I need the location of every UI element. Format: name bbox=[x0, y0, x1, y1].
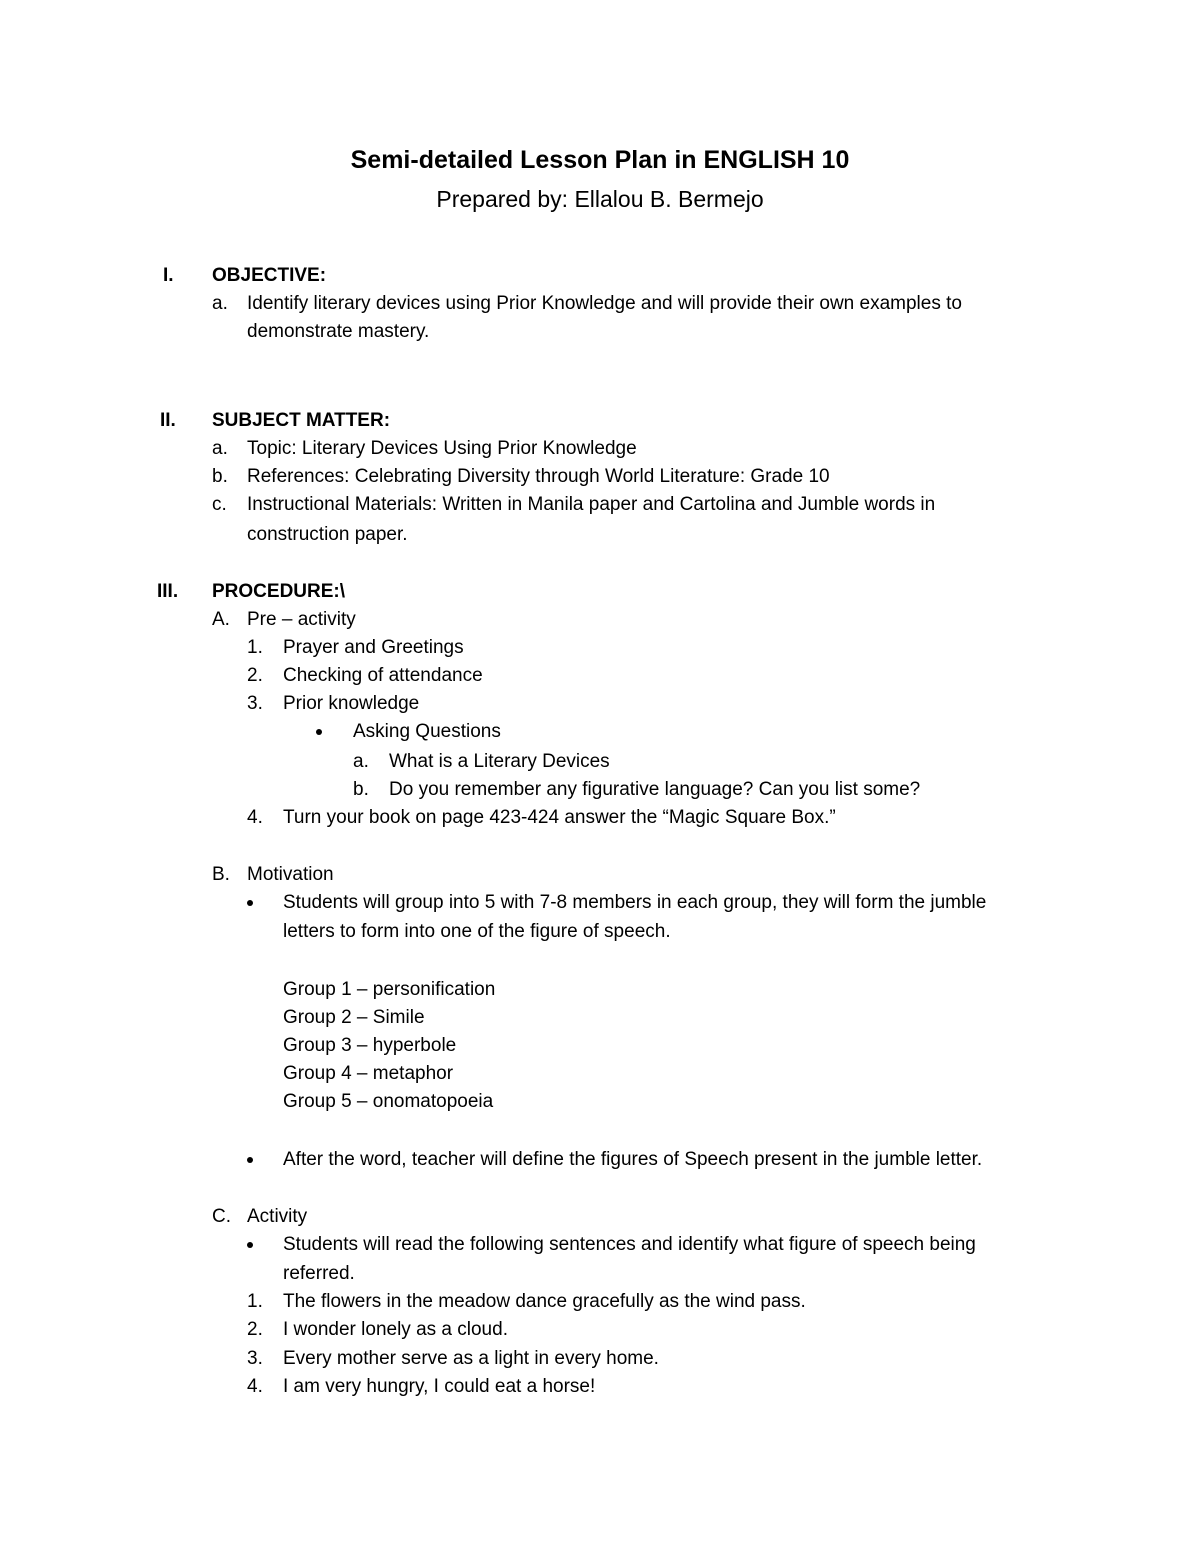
document-title: Semi-detailed Lesson Plan in ENGLISH 10 bbox=[350, 146, 850, 174]
objective-text: Identify literary devices using Prior Knowledge and will provide their own examples to bbox=[247, 293, 962, 314]
sentence-item: The flowers in the meadow dance gracefully as the wind pass. bbox=[283, 1291, 806, 1312]
section-1-heading: OBJECTIVE: bbox=[212, 265, 327, 286]
list-marker: 3. bbox=[247, 1348, 263, 1369]
motivation-text: Students will group into 5 with 7-8 members in each group, they will form the jumble bbox=[283, 892, 987, 913]
list-marker: C. bbox=[212, 1206, 231, 1227]
list-marker: A. bbox=[212, 609, 230, 630]
list-marker: a. bbox=[212, 438, 228, 459]
materials-text: Instructional Materials: Written in Manila paper and Cartolina and Jumble words in bbox=[247, 494, 936, 515]
list-item: Checking of attendance bbox=[283, 665, 483, 686]
list-marker: b. bbox=[353, 779, 369, 800]
references-text: References: Celebrating Diversity through World Literature: Grade 10 bbox=[247, 466, 830, 487]
activity-text-continued: referred. bbox=[283, 1263, 355, 1284]
section-1-numeral: I. bbox=[163, 265, 174, 286]
motivation-followup: After the word, teacher will define the figures of Speech present in the jumble letter. bbox=[283, 1149, 983, 1170]
group-item: Group 3 – hyperbole bbox=[283, 1035, 457, 1056]
list-marker: 4. bbox=[247, 807, 263, 828]
list-marker: 2. bbox=[247, 1319, 263, 1340]
pre-activity-label: Pre – activity bbox=[247, 609, 356, 630]
list-marker: a. bbox=[212, 293, 228, 314]
section-3-numeral: III. bbox=[157, 581, 179, 602]
group-item: Group 2 – Simile bbox=[283, 1007, 425, 1028]
section-3-heading: PROCEDURE:\ bbox=[212, 581, 346, 602]
list-item: Turn your book on page 423-424 answer the “Magic Square Box.” bbox=[283, 807, 836, 828]
materials-text-continued: construction paper. bbox=[247, 524, 408, 545]
objective-text-continued: demonstrate mastery. bbox=[247, 321, 430, 342]
group-item: Group 5 – onomatopoeia bbox=[283, 1091, 494, 1112]
question-item: Do you remember any figurative language? Can you list some? bbox=[389, 779, 921, 800]
question-item: What is a Literary Devices bbox=[389, 751, 610, 772]
sentence-item: Every mother serve as a light in every home. bbox=[283, 1348, 659, 1369]
list-marker: b. bbox=[212, 466, 228, 487]
list-item: Prior knowledge bbox=[283, 693, 420, 714]
list-marker: a. bbox=[353, 751, 369, 772]
sentence-item: I wonder lonely as a cloud. bbox=[283, 1319, 508, 1340]
motivation-text-continued: letters to form into one of the figure of speech. bbox=[283, 921, 671, 942]
topic-text: Topic: Literary Devices Using Prior Knowledge bbox=[247, 438, 637, 459]
bullet-icon bbox=[247, 1157, 253, 1163]
list-marker: 4. bbox=[247, 1376, 263, 1397]
bullet-icon bbox=[247, 1242, 253, 1248]
list-marker: c. bbox=[212, 494, 227, 515]
list-item: Asking Questions bbox=[353, 721, 501, 742]
sentence-item: I am very hungry, I could eat a horse! bbox=[283, 1376, 596, 1397]
group-item: Group 1 – personification bbox=[283, 979, 496, 1000]
activity-label: Activity bbox=[247, 1206, 308, 1227]
list-marker: 1. bbox=[247, 1291, 263, 1312]
prepared-by: Prepared by: Ellalou B. Bermejo bbox=[436, 186, 764, 212]
bullet-icon bbox=[316, 729, 322, 735]
group-item: Group 4 – metaphor bbox=[283, 1063, 454, 1084]
motivation-label: Motivation bbox=[247, 864, 334, 885]
list-marker: 1. bbox=[247, 637, 263, 658]
section-2-numeral: II. bbox=[160, 410, 176, 431]
bullet-icon bbox=[247, 900, 253, 906]
list-marker: B. bbox=[212, 864, 230, 885]
activity-text: Students will read the following sentences and identify what figure of speech being bbox=[283, 1234, 976, 1255]
list-marker: 3. bbox=[247, 693, 263, 714]
list-item: Prayer and Greetings bbox=[283, 637, 464, 658]
list-marker: 2. bbox=[247, 665, 263, 686]
section-2-heading: SUBJECT MATTER: bbox=[212, 410, 391, 431]
